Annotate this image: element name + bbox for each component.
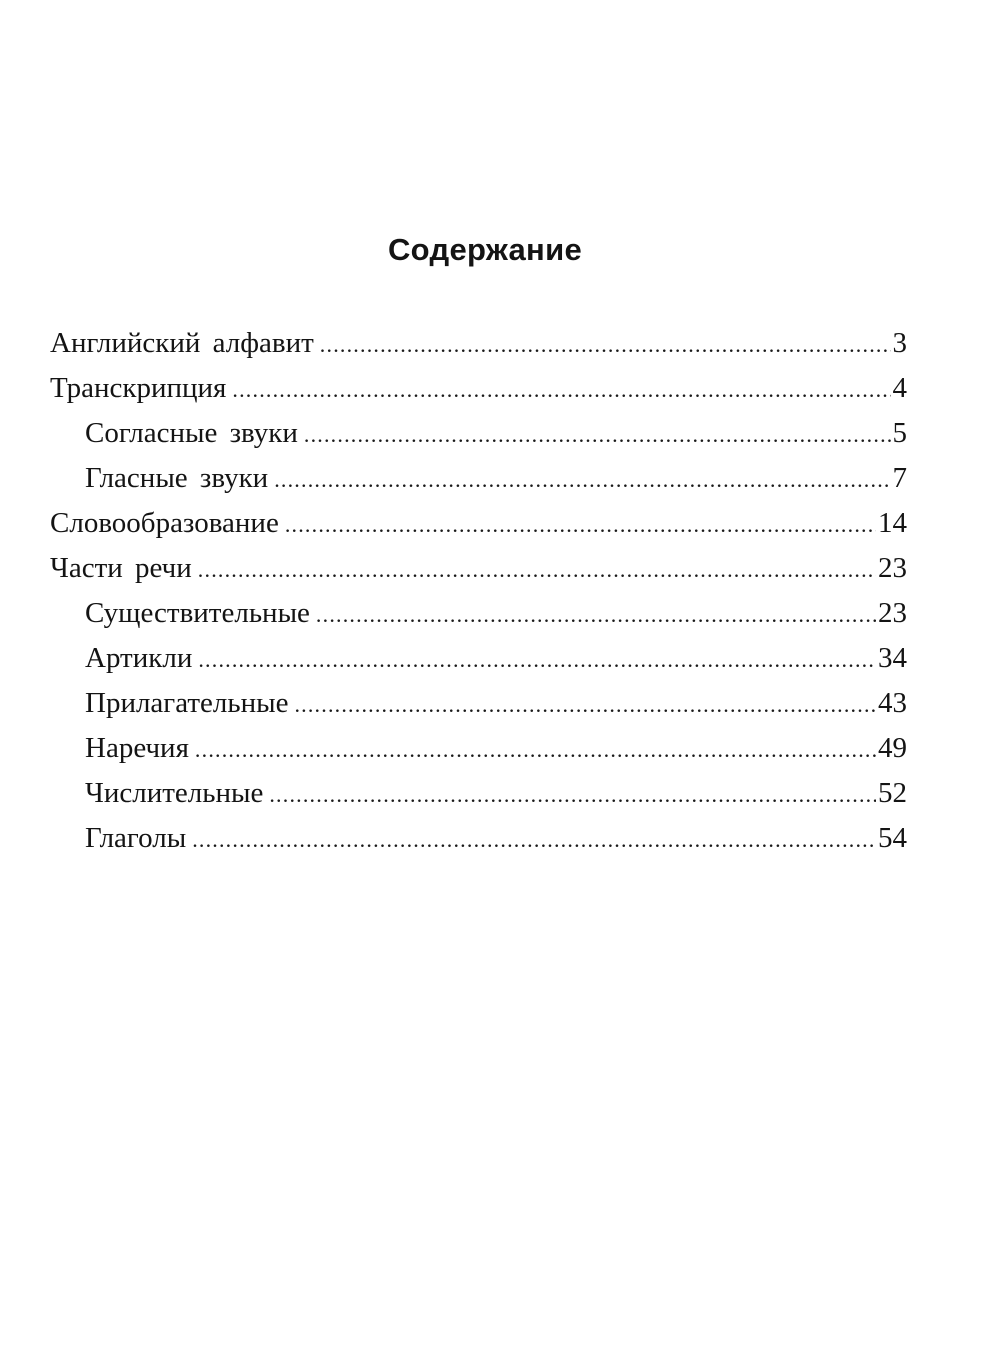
dot-leader: [320, 332, 891, 358]
toc-subentry: [50, 822, 907, 867]
dot-leader: [274, 467, 890, 493]
toc-subentry: [50, 777, 907, 822]
toc-entry-label: Прилагательные: [85, 687, 289, 719]
toc-entry-page: 5: [892, 417, 907, 449]
page-title: Содержание: [388, 232, 582, 267]
dot-leader: [294, 692, 876, 718]
toc-entry: [50, 327, 907, 372]
table-of-contents: [50, 327, 907, 867]
toc-entry-label: Согласные звуки: [85, 417, 298, 449]
toc-entry-label: Гласные звуки: [85, 462, 269, 494]
dot-leader: [304, 422, 891, 448]
dot-leader: [195, 737, 876, 763]
toc-entry-page: 4: [892, 372, 907, 404]
toc-entry-label: Части речи: [50, 552, 192, 584]
dot-leader: [192, 827, 876, 853]
toc-entry-page: 34: [878, 642, 907, 674]
toc-entry-label: Числительные: [85, 777, 264, 809]
toc-entry: [50, 552, 907, 597]
toc-entry-label: Транскрипция: [50, 372, 227, 404]
toc-entry-page: 3: [892, 327, 907, 359]
toc-entry: [50, 507, 907, 552]
dot-leader: [316, 602, 876, 628]
dot-leader: [232, 377, 890, 403]
toc-entry-page: 49: [878, 732, 907, 764]
toc-entry-page: 43: [878, 687, 907, 719]
toc-subentry: [50, 597, 907, 642]
toc-subentry: [50, 642, 907, 687]
toc-entry-page: 54: [878, 822, 907, 854]
toc-entry-label: Английский алфавит: [50, 327, 314, 359]
toc-subentry: [50, 687, 907, 732]
toc-entry-page: 23: [878, 552, 907, 584]
toc-subentry: [50, 462, 907, 507]
toc-entry-page: 23: [878, 597, 907, 629]
toc-subentry: [50, 732, 907, 777]
toc-entry-label: Наречия: [85, 732, 189, 764]
toc-entry-label: Артикли: [85, 642, 193, 674]
dot-leader: [285, 512, 876, 538]
toc-entry-page: 14: [878, 507, 907, 539]
toc-entry-page: 7: [892, 462, 907, 494]
dot-leader: [198, 557, 876, 583]
toc-subentry: [50, 417, 907, 462]
toc-entry: [50, 372, 907, 417]
dot-leader: [269, 782, 876, 808]
toc-entry-label: Словообразование: [50, 507, 279, 539]
dot-leader: [198, 647, 876, 673]
toc-entry-page: 52: [878, 777, 907, 809]
toc-entry-label: Существительные: [85, 597, 310, 629]
toc-entry-label: Глаголы: [85, 822, 187, 854]
